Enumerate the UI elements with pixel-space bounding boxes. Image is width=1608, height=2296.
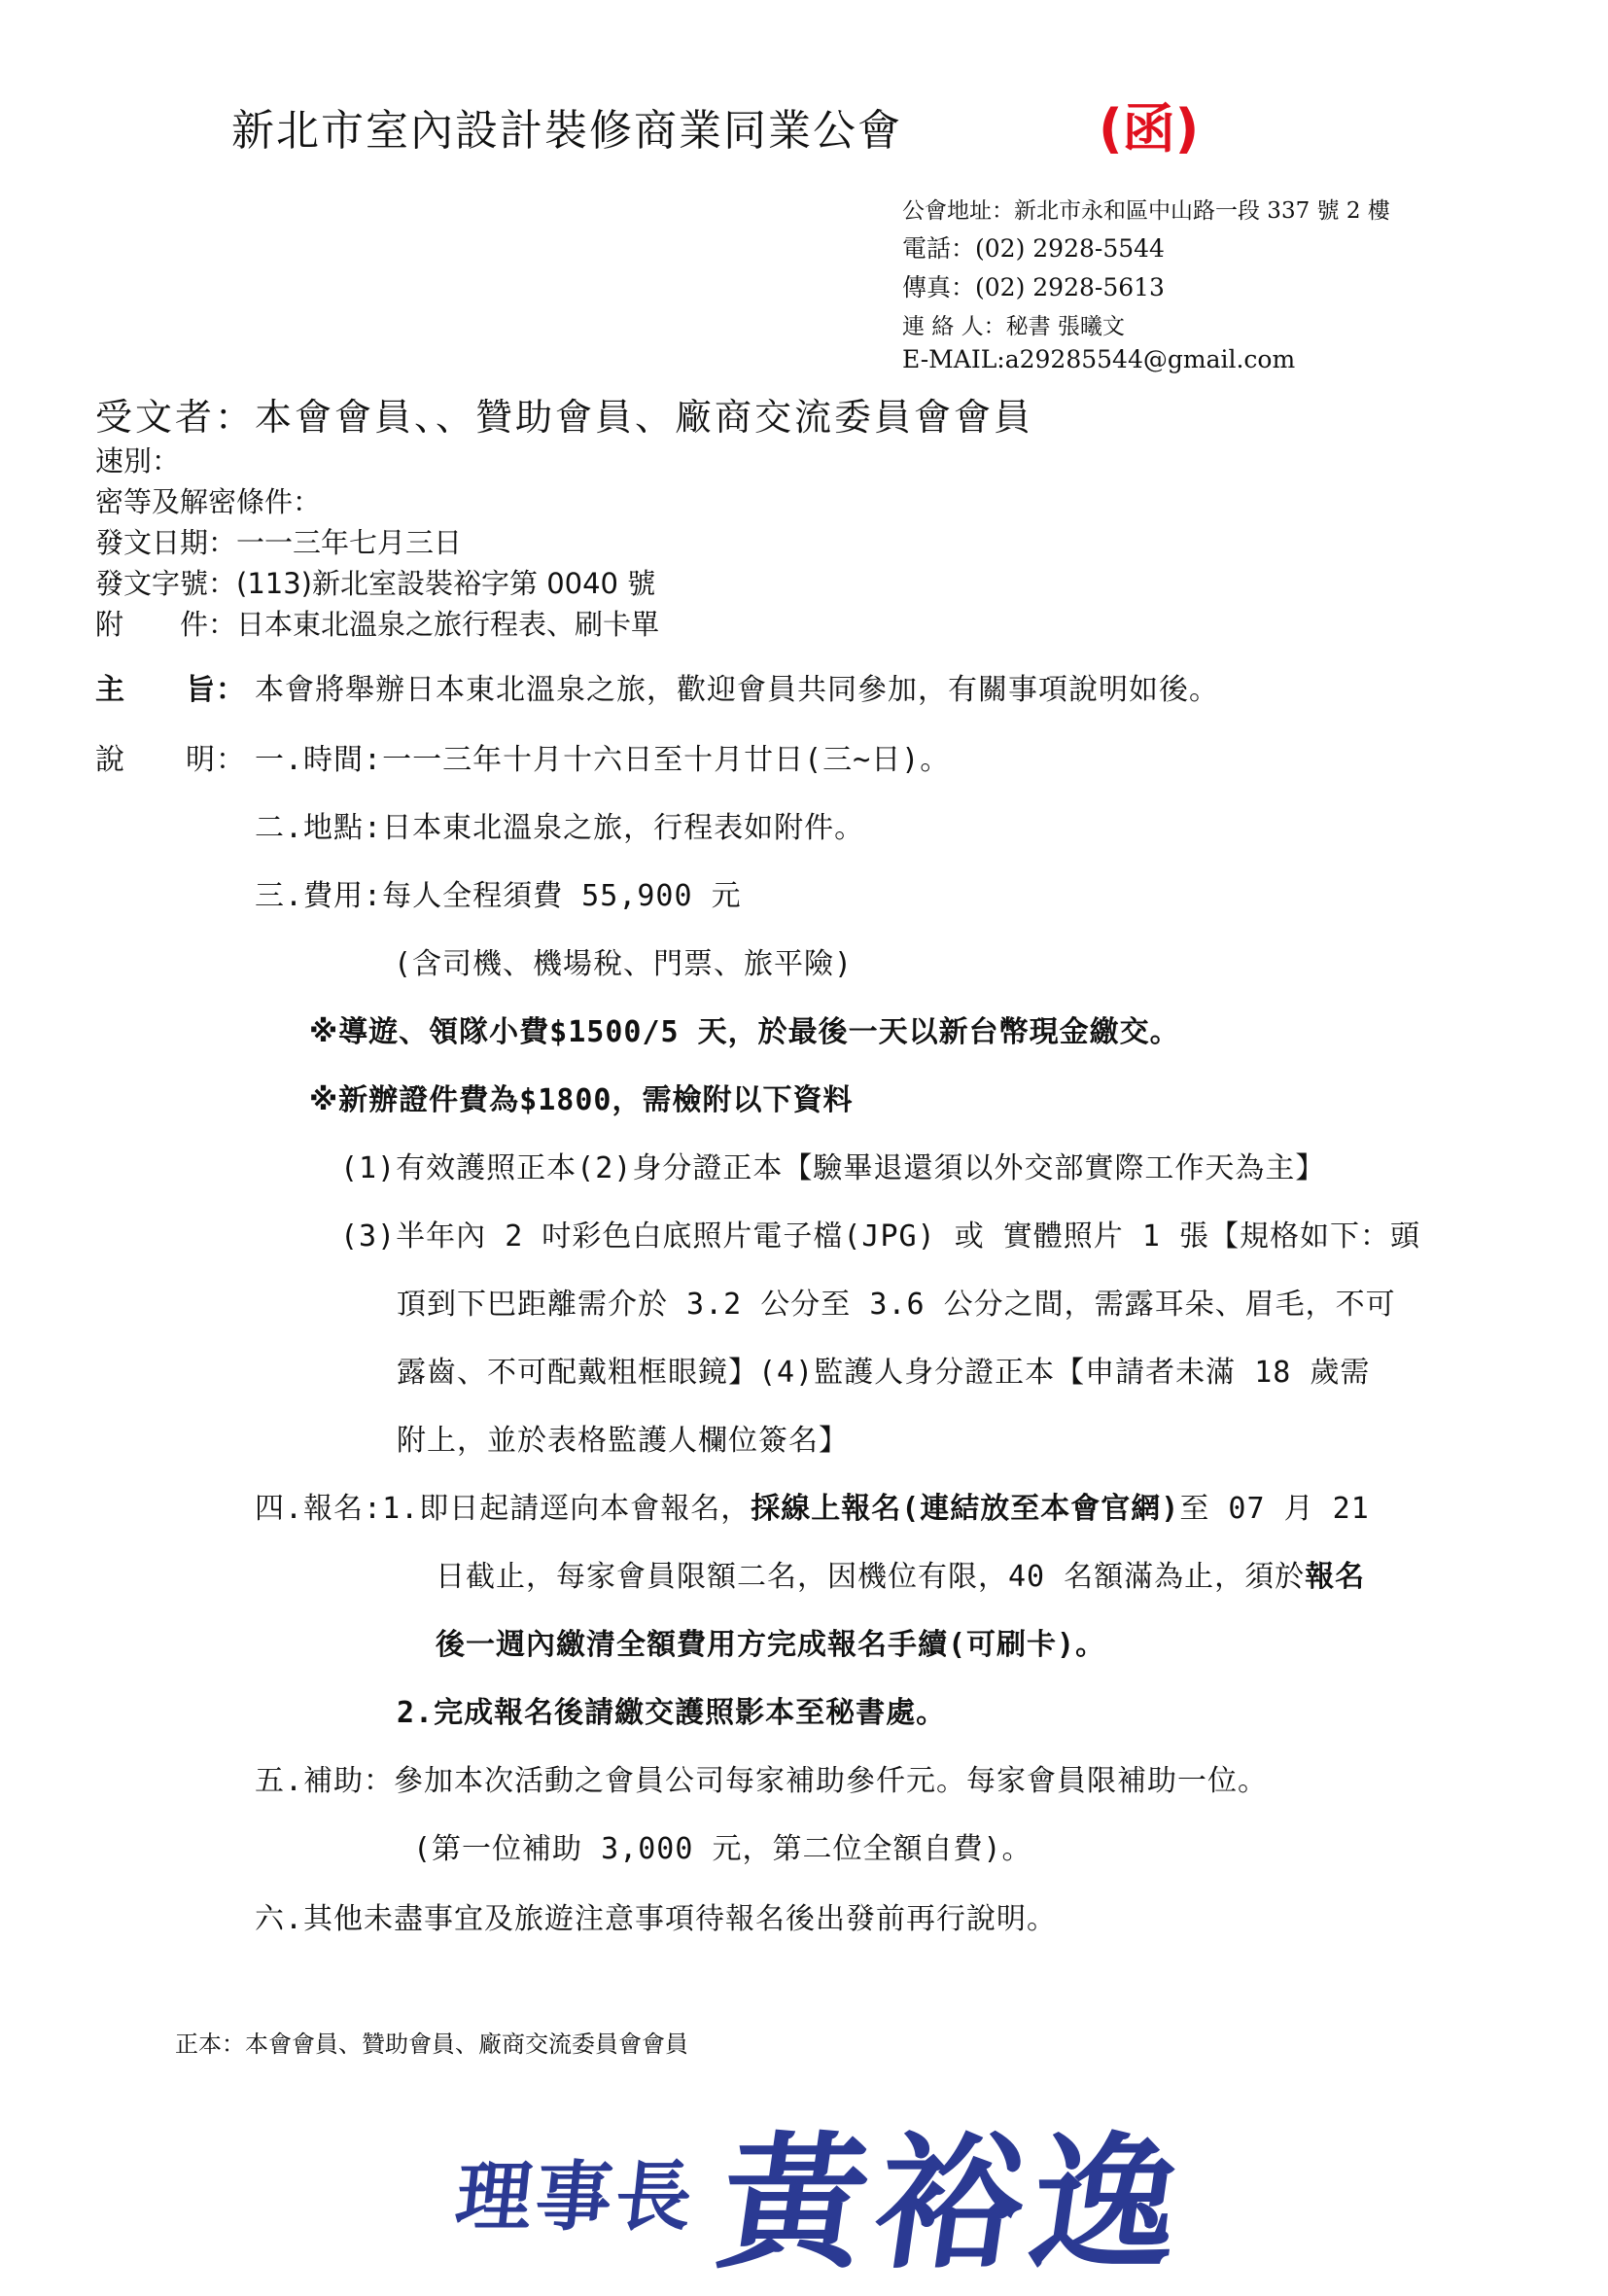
item-subsidy: 五.補助：參加本次活動之會員公司每家補助參仟元。每家會員限補助一位。: [255, 1764, 1269, 1798]
docs-line-1: (1)有效護照正本(2)身分證正本【驗畢退還須以外交部實際工作天為主】: [340, 1151, 1326, 1185]
recipient: 受文者：本會會員、、贊助會員、廠商交流委員會會員: [95, 396, 1034, 439]
contact-person: 連 絡 人：秘書 張曦文: [902, 314, 1125, 339]
docs-line-5: 附上，並於表格監護人欄位簽名】: [397, 1424, 849, 1458]
tip-note: ※導遊、領隊小費$1500/5 天，於最後一天以新台幣現金繳交。: [309, 1015, 1180, 1049]
explanation-label: 說 明：: [95, 743, 246, 777]
chairman-name: 黃裕逸: [709, 2118, 1201, 2289]
registration-text-2: 日截止，每家會員限額二名，因機位有限，40 名額滿為止，須於: [436, 1560, 1306, 1594]
docs-line-4: 露齒、不可配戴粗框眼鏡】(4)監護人身分證正本【申請者未滿 18 歲需: [397, 1356, 1371, 1390]
speed-field: 速別：: [95, 444, 181, 477]
item-subsidy-note: (第一位補助 3,000 元，第二位全額自費)。: [413, 1832, 1032, 1866]
registration-deadline: 至 07 月 21: [1179, 1492, 1370, 1526]
contact-address: 公會地址：新北市永和區中山路一段 337 號 2 樓: [902, 198, 1390, 224]
item-time: 一.時間:一一三年十月十六日至十月廿日(三~日)。: [255, 743, 951, 777]
chairman-signature: [451, 2086, 1201, 2296]
item-registration-passport: 2.完成報名後請繳交護照影本至秘書處。: [397, 1696, 947, 1730]
copy-to: 正本：本會會員、贊助會員、廠商交流委員會會員: [175, 2031, 688, 2058]
subject-label: 主 旨：: [95, 673, 246, 707]
item-registration-line-3: 後一週內繳清全額費用方完成報名手續(可刷卡)。: [436, 1628, 1106, 1662]
item-location: 二.地點:日本東北溫泉之旅，行程表如附件。: [255, 811, 865, 845]
docs-line-2: (3)半年內 2 吋彩色白底照片電子檔(JPG) 或 實體照片 1 張【規格如下：頭: [340, 1219, 1420, 1254]
issue-date: 發文日期：一一三年七月三日: [95, 526, 463, 559]
contact-phone: 電話：(02) 2928-5544: [902, 234, 1165, 263]
contact-email: E-MAIL:a29285544@gmail.com: [902, 345, 1296, 373]
chairman-title: 理事長: [451, 2153, 701, 2242]
item-other: 六.其他未盡事宜及旅遊注意事項待報名後出發前再行說明。: [255, 1902, 1058, 1936]
org-title: 新北市室內設計裝修商業同業公會: [231, 106, 902, 156]
item-registration-line-2: [436, 1552, 1365, 1595]
doc-fee-note: ※新辦證件費為$1800，需檢附以下資料: [309, 1083, 854, 1117]
doc-type-label: (函): [1099, 98, 1200, 159]
docs-line-3: 頂到下巴距離需介於 3.2 公分至 3.6 公分之間，需露耳朵、眉毛，不可: [397, 1288, 1396, 1322]
item-registration-line-1: [255, 1484, 1370, 1527]
contact-fax: 傳真：(02) 2928-5613: [902, 273, 1165, 301]
attachment-field: 附 件：日本東北溫泉之旅行程表、刷卡單: [95, 608, 660, 641]
item-fee-note: (含司機、機場稅、門票、旅平險): [394, 947, 854, 981]
registration-emphasis: 報名: [1305, 1560, 1366, 1594]
item-fee: 三.費用:每人全程須費 55,900 元: [255, 879, 742, 913]
secrecy-field: 密等及解密條件：: [95, 485, 322, 518]
subject-text: 本會將舉辦日本東北溫泉之旅，歡迎會員共同參加，有關事項說明如後。: [255, 673, 1219, 707]
issue-number: 發文字號：(113)新北室設裝裕字第 0040 號: [95, 567, 656, 600]
registration-online-emphasis: 採線上報名(連結放至本會官網): [751, 1492, 1180, 1526]
registration-text-1: 四.報名:1.即日起請逕向本會報名，: [255, 1492, 752, 1526]
